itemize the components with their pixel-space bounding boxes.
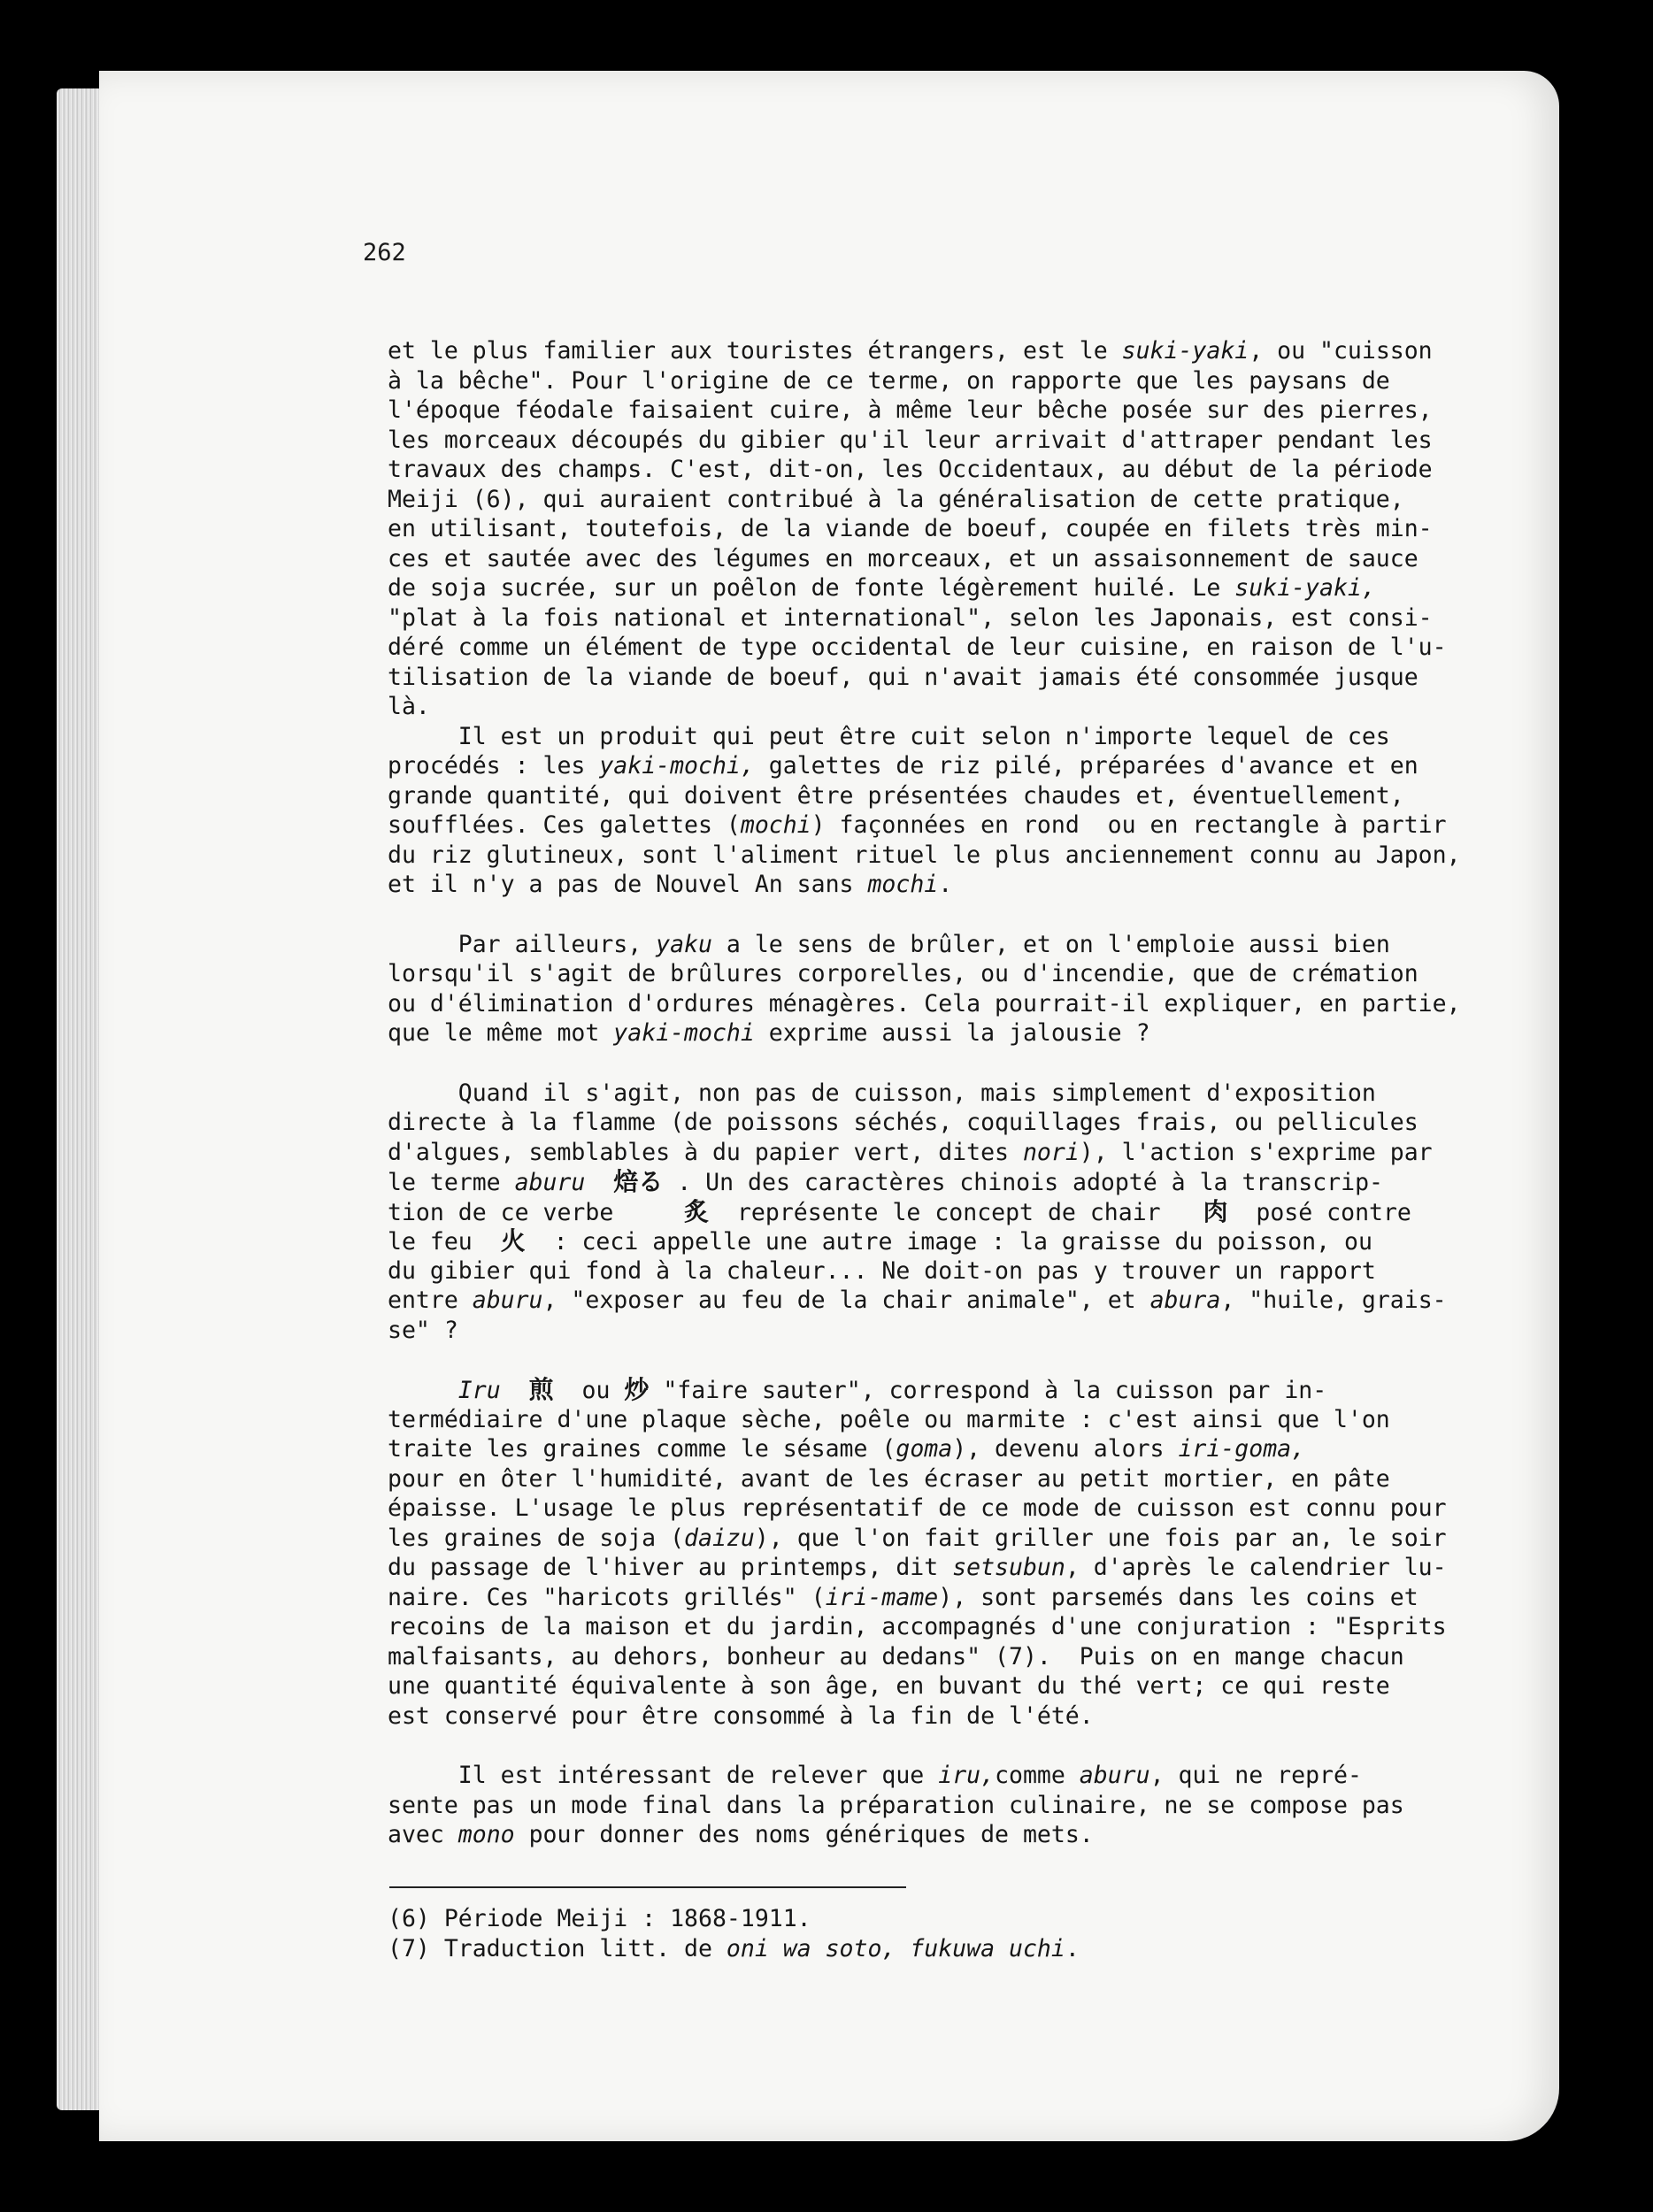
footnote (388, 1904, 1080, 1934)
text-segment: , ou "cuisson (1249, 337, 1433, 365)
text-segment: Par ailleurs, (388, 930, 657, 958)
page-number: 262 (363, 239, 406, 266)
text-line (388, 1256, 1467, 1286)
text-line (388, 603, 1467, 634)
text-segment: malfaisants, au dehors, bonheur au dedans" (7). Puis on en mange chacun (388, 1642, 1404, 1671)
kanji-character: 煎 (528, 1375, 554, 1404)
kanji-character: 炙 (684, 1196, 710, 1226)
paragraph (388, 336, 1467, 722)
italic-term: mochi (867, 871, 939, 898)
text-segment: , "exposer au feu de la chair animale", et (542, 1286, 1150, 1314)
italic-term: aburu (472, 1286, 543, 1314)
text-line (388, 1612, 1467, 1642)
text-segment: les graines de soja ( (388, 1524, 685, 1552)
text-line (388, 1197, 1467, 1227)
text-line (388, 633, 1467, 663)
text-segment: . (938, 871, 953, 898)
text-segment: tion de ce verbe (388, 1198, 685, 1226)
text-line (388, 1642, 1467, 1672)
italic-term: suki-yaki (1121, 337, 1249, 365)
text-segment: épaisse. L'usage le plus représentatif de ce mode de cuisson est connu pour (388, 1494, 1447, 1522)
text-line (388, 1524, 1467, 1554)
text-segment: est conservé pour être consommé à la fin de l'été. (388, 1701, 1094, 1730)
text-line (388, 1434, 1467, 1464)
text-segment: se" ? (388, 1316, 458, 1344)
text-line (388, 810, 1467, 841)
italic-term: goma (896, 1435, 953, 1463)
text-segment: , qui ne repré- (1149, 1762, 1362, 1789)
text-segment: et le plus familier aux touristes étrangers, est le (388, 337, 1122, 365)
text-segment: d'algues, semblables à du papier vert, dites (388, 1138, 1023, 1166)
italic-term: iri-goma, (1178, 1435, 1306, 1463)
text-segment: a le sens de brûler, et on l'emploie aussi bien (711, 930, 1390, 958)
text-segment: le terme (388, 1169, 515, 1196)
text-segment: Quand il s'agit, non pas de cuisson, mais simplement d'exposition (388, 1079, 1376, 1107)
text-segment: termédiaire d'une plaque sèche, poêle ou marmite : c'est ainsi que l'on (388, 1405, 1390, 1433)
kanji-character: 肉 (1203, 1196, 1228, 1226)
text-segment: grande quantité, qui doivent être présentées chaudes et, éventuellement, (388, 781, 1404, 810)
text-segment: que le même mot (388, 1019, 614, 1047)
text-segment: de soja sucrée, sur un poêlon de fonte légèrement huilé. Le (388, 574, 1235, 602)
text-segment: entre (388, 1286, 473, 1314)
text-line (388, 841, 1467, 871)
text-line (388, 1553, 1467, 1583)
footnote (388, 1934, 1080, 1964)
text-segment: comme (995, 1762, 1080, 1789)
text-line (388, 781, 1467, 811)
text-segment: ), sont parsemés dans les coins et (938, 1583, 1419, 1611)
text-segment: , "huile, grais- (1220, 1286, 1447, 1314)
text-line (388, 1286, 1467, 1316)
body-text (388, 336, 1467, 1850)
paragraph (388, 1375, 1467, 1731)
text-segment: traite les graines comme le sésame ( (388, 1435, 896, 1463)
italic-term: abura (1149, 1286, 1221, 1314)
text-segment: travaux des champs. C'est, dit-on, les Occidentaux, au début de la période (388, 456, 1433, 483)
paragraph (388, 722, 1467, 900)
paragraph (388, 1079, 1467, 1346)
text-line (388, 959, 1467, 989)
text-segment: : ceci appelle une autre image : la graisse du poisson, ou (525, 1228, 1372, 1256)
text-segment: l'époque féodale faisaient cuire, à même leur bêche posée sur des pierres, (388, 396, 1433, 424)
text-segment: une quantité équivalente à son âge, en buvant du thé vert; ce qui reste (388, 1672, 1390, 1700)
text-line (388, 544, 1467, 574)
text-line (388, 1018, 1467, 1048)
text-line (388, 336, 1467, 366)
text-segment: galettes de riz pilé, préparées d'avance et en (754, 752, 1419, 780)
text-line (388, 1167, 1467, 1197)
text-segment: pour en ôter l'humidité, avant de les écraser au petit mortier, en pâte (388, 1464, 1390, 1493)
text-segment: soufflées. Ces galettes ( (388, 811, 741, 839)
italic-term: Iru (457, 1377, 501, 1404)
text-segment: . (1065, 1934, 1080, 1962)
text-segment: ), l'action s'exprime par (1079, 1138, 1433, 1166)
text-segment: procédés : les (388, 752, 600, 780)
text-line (388, 1375, 1467, 1405)
italic-term: nori (1022, 1138, 1080, 1166)
text-segment: Il est intéressant de relever que (388, 1762, 939, 1789)
text-segment: . Un des caractères chinois adopté à la transcrip- (663, 1169, 1383, 1196)
text-line (388, 1226, 1467, 1256)
text-segment: ) façonnées en rond ou en rectangle à partir (811, 811, 1447, 839)
text-segment: et il n'y a pas de Nouvel An sans (388, 871, 868, 898)
text-segment: le feu (388, 1228, 501, 1256)
italic-term: suki-yaki, (1234, 574, 1376, 602)
text-segment: ), devenu alors (952, 1435, 1179, 1463)
text-segment: déré comme un élément de type occidental de leur cuisine, en raison de l'u- (388, 634, 1447, 661)
text-segment: Il est un produit qui peut être cuit selon n'importe lequel de ces (388, 722, 1390, 750)
text-segment: lorsqu'il s'agit de brûlures corporelles, ou d'incendie, que de crémation (388, 960, 1419, 987)
text-line (388, 1701, 1467, 1732)
paragraph (388, 930, 1467, 1048)
text-line (388, 573, 1467, 603)
text-line (388, 1316, 1467, 1346)
italic-term: mono (457, 1821, 515, 1848)
text-line (388, 366, 1467, 396)
footnote-rule (389, 1886, 906, 1888)
italic-term: iru, (938, 1762, 996, 1789)
text-segment: du riz glutineux, sont l'aliment rituel le plus anciennement connu au Japon, (388, 841, 1461, 869)
text-segment: ou d'élimination d'ordures ménagères. Cela pourrait-il expliquer, en partie, (388, 989, 1461, 1018)
text-segment: directe à la flamme (de poissons séchés, coquillages frais, ou pellicules (388, 1109, 1419, 1136)
text-segment: ou (553, 1377, 625, 1404)
text-segment (585, 1169, 613, 1196)
text-segment: sente pas un mode final dans la préparation culinaire, ne se compose pas (388, 1791, 1404, 1819)
text-segment: (7) Traduction litt. de (388, 1934, 727, 1962)
text-segment (388, 1377, 458, 1404)
text-line (388, 426, 1467, 456)
text-line (388, 1464, 1467, 1494)
text-segment: ces et sautée avec des légumes en morceaux, et un assaisonnement de sauce (388, 544, 1419, 572)
text-segment: en utilisant, toutefois, de la viande de boeuf, coupée en filets très min- (388, 515, 1433, 542)
text-line (388, 455, 1467, 485)
text-segment: pour donner des noms génériques de mets. (514, 1821, 1094, 1848)
text-segment: tilisation de la viande de boeuf, qui n'avait jamais été consommée jusque (388, 663, 1419, 691)
italic-term: iri-mame (825, 1583, 939, 1611)
italic-term: aburu (1079, 1762, 1150, 1789)
italic-term: yaki-mochi (613, 1019, 755, 1047)
italic-term: aburu (514, 1169, 586, 1196)
kanji-character: 火 (500, 1226, 526, 1256)
text-line (388, 722, 1467, 752)
text-segment: naire. Ces "haricots grillés" ( (388, 1583, 826, 1611)
text-line (388, 870, 1467, 900)
italic-term: daizu (684, 1524, 755, 1552)
text-segment: posé contre (1227, 1198, 1411, 1226)
italic-term: setsubun (952, 1554, 1065, 1581)
text-segment: Meiji (6), qui auraient contribué à la généralisation de cette pratique, (388, 485, 1404, 513)
italic-term: yaki-mochi, (599, 752, 755, 780)
text-segment: représente le concept de chair (709, 1198, 1203, 1226)
text-segment: "faire sauter", correspond à la cuisson par in- (649, 1377, 1327, 1404)
italic-term: mochi (740, 811, 811, 839)
text-line (388, 1820, 1467, 1850)
text-line (388, 1761, 1467, 1791)
text-line (388, 1405, 1467, 1435)
italic-term: oni wa soto, fukuwa uchi (726, 1934, 1065, 1962)
text-line (388, 930, 1467, 960)
text-segment: du gibier qui fond à la chaleur... Ne doit-on pas y trouver un rapport (388, 1256, 1376, 1285)
text-segment: ), que l'on fait griller une fois par an, le soir (754, 1524, 1447, 1552)
kanji-character: 炒 (624, 1375, 650, 1404)
text-line (388, 396, 1467, 426)
text-line (388, 1494, 1467, 1524)
text-line (388, 514, 1467, 544)
text-line (388, 1791, 1467, 1821)
text-line (388, 1671, 1467, 1701)
text-line (388, 1108, 1467, 1138)
text-line (388, 1583, 1467, 1613)
text-line (388, 751, 1467, 781)
text-segment: à la bêche". Pour l'origine de ce terme, on rapporte que les paysans de (388, 366, 1390, 395)
italic-term: yaku (656, 930, 712, 958)
text-line (388, 663, 1467, 693)
text-segment: (6) Période Meiji : 1868-1911. (388, 1905, 811, 1932)
text-line (388, 692, 1467, 722)
text-segment: recoins de la maison et du jardin, accompagnés d'une conjuration : "Esprits (388, 1613, 1447, 1640)
text-segment (501, 1377, 529, 1404)
text-segment: , d'après le calendrier lu- (1065, 1554, 1447, 1581)
text-segment: exprime aussi la jalousie ? (754, 1019, 1150, 1047)
footnotes (388, 1904, 1080, 1963)
text-segment: les morceaux découpés du gibier qu'il leur arrivait d'attraper pendant les (388, 426, 1433, 454)
text-segment: là. (388, 693, 430, 720)
text-segment: "plat à la fois national et international", selon les Japonais, est consi- (388, 603, 1433, 632)
paragraph (388, 1761, 1467, 1850)
kanji-character: 焙る (613, 1167, 664, 1196)
text-line (388, 1079, 1467, 1109)
text-line (388, 989, 1467, 1019)
text-segment: du passage de l'hiver au printemps, dit (388, 1554, 953, 1581)
text-segment: avec (388, 1821, 458, 1848)
text-line (388, 1138, 1467, 1168)
text-line (388, 485, 1467, 515)
